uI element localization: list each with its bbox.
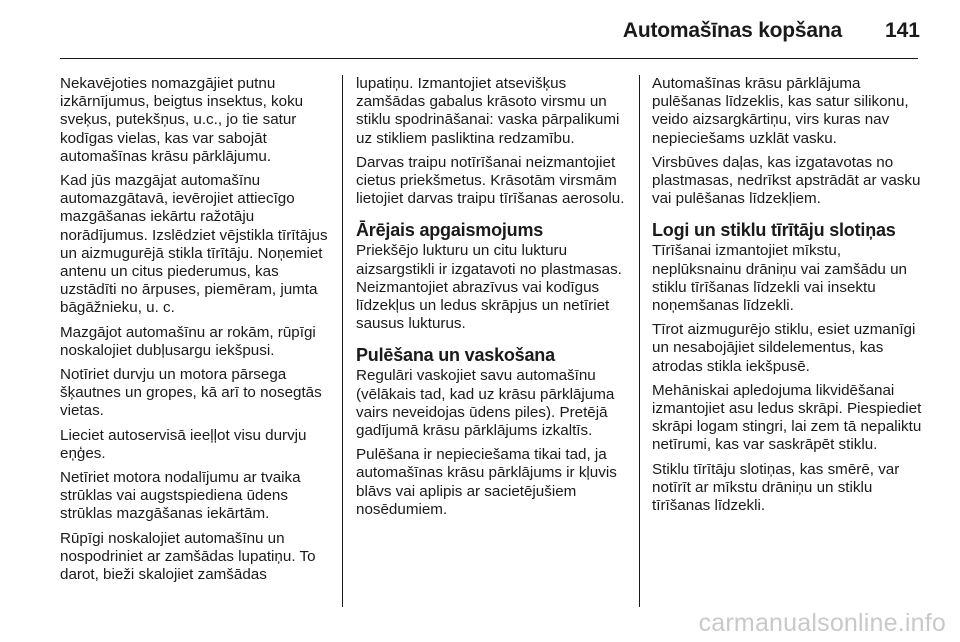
paragraph: Regulāri vaskojiet savu automašīnu (vēlākais tad, kad uz krāsu pārklājuma vairs neveidojas ūdens piles). Pretējā gadījumā krāsu pārklājums izkaltīs.	[356, 367, 615, 440]
section-heading-windows-wipers: Logi un stiklu tīrītāju slotiņas	[652, 220, 896, 241]
paragraph: Virsbūves daļas, kas izgatavotas no plastmasas, nedrīkst apstrādāt ar vasku vai pulēšanas līdzekļiem.	[652, 153, 921, 208]
watermark: carmanualsonline.info	[698, 609, 946, 637]
paragraph: Netīriet motora nodalījumu ar tvaika strūklas vai augstspiediena ūdens strūklas mazgāšanas iekārtām.	[60, 469, 301, 523]
text-column-3	[652, 75, 924, 521]
text-column-1	[60, 75, 335, 590]
paragraph: Stiklu tīrītāju slotiņas, kas smērē, var notīrīt ar mīkstu drāniņu un stiklu tīrīšanas līdzekli.	[652, 460, 900, 515]
header-divider	[60, 58, 918, 59]
paragraph: lupatiņu. Izmantojiet atsevišķus zamšādas gabalus krāsoto virsmu un stiklu spodrināšanai: vaska pārpalikumi uz stikliem pasliktina redzamību.	[356, 75, 620, 147]
paragraph: Mazgājot automašīnu ar rokām, rūpīgi noskalojiet dubļusargu iekšpusi.	[60, 323, 316, 359]
paragraph: Kad jūs mazgājat automašīnu automazgātavā, ievērojiet attiecīgo mazgāšanas iekārtu ražotāju norādījumus. Izslēdziet vējstikla tīrītājus un aizmugurējā stikla tīrītāju. Noņemiet antenu un citus piederumus, kas uzstādīti no ārpuses, piemēram, jumta bāgāžnieku, u. c.	[60, 172, 328, 317]
paragraph: Tīrīšanai izmantojiet mīkstu, neplūksnainu drāniņu vai zamšādu un stiklu tīrīšanas līdzekli vai insektu noņemšanas līdzekli.	[652, 242, 907, 315]
paragraph: Priekšējo lukturu un citu lukturu aizsargstikli ir izgatavoti no plastmasas. Neizmantojiet abrazīvus vai kodīgus līdzekļus un ledus skrāpjus un netīriet sausus lukturus.	[356, 242, 622, 333]
column-divider-1	[342, 75, 343, 607]
page-title: Automašīnas kopšana	[622, 19, 842, 42]
paragraph: Nekavējoties nomazgājiet putnu izkārnījumus, beigtus insektus, koku sveķus, putekšņus, u.c., jo tie satur kodīgas vielas, kas var sabojāt automašīnas krāsu pārklājumu.	[60, 75, 304, 165]
paragraph: Tīrot aizmugurējo stiklu, esiet uzmanīgi un nesabojājiet sildelementus, kas atrodas stikla iekšpusē.	[652, 321, 916, 375]
text-column-2	[356, 75, 628, 525]
paragraph: Notīriet durvju un motora pārsega šķautnes un gropes, kā arī to nosegtās vietas.	[60, 366, 322, 420]
section-heading-polishing-waxing: Pulēšana un vaskošana	[356, 345, 555, 366]
paragraph: Lieciet autoservisā ieeļļot visu durvju eņģes.	[60, 426, 307, 462]
page-number: 141	[884, 19, 920, 42]
paragraph: Automašīnas krāsu pārklājuma pulēšanas līdzeklis, kas satur silikonu, veido aizsargkārtiņu, virs kuras nav nepieciešams uzklāt vasku.	[652, 75, 909, 147]
paragraph: Mehāniskai apledojuma likvidēšanai izmantojiet asu ledus skrāpi. Piespiediet skrāpi logam stingri, lai zem tā nepaliktu netīrumi, kas var saskrāpēt stiklu.	[652, 381, 922, 454]
paragraph: Pulēšana ir nepieciešama tikai tad, ja automašīnas krāsu pārklājums ir kļuvis blāvs vai aplipis ar sacietējušiem nosēdumiem.	[356, 446, 617, 518]
column-divider-2	[639, 75, 640, 607]
paragraph: Rūpīgi noskalojiet automašīnu un nospodriniet ar zamšādas lupatiņu. To darot, bieži skalojiet zamšādas	[60, 529, 316, 584]
page-header	[0, 0, 960, 60]
paragraph: Darvas traipu notīrīšanai neizmantojiet cietus priekšmetus. Krāsotām virsmām lietojiet darvas traipu tīrīšanas aerosolu.	[356, 153, 625, 208]
section-heading-exterior-lights: Ārējais apgaismojums	[356, 220, 544, 241]
